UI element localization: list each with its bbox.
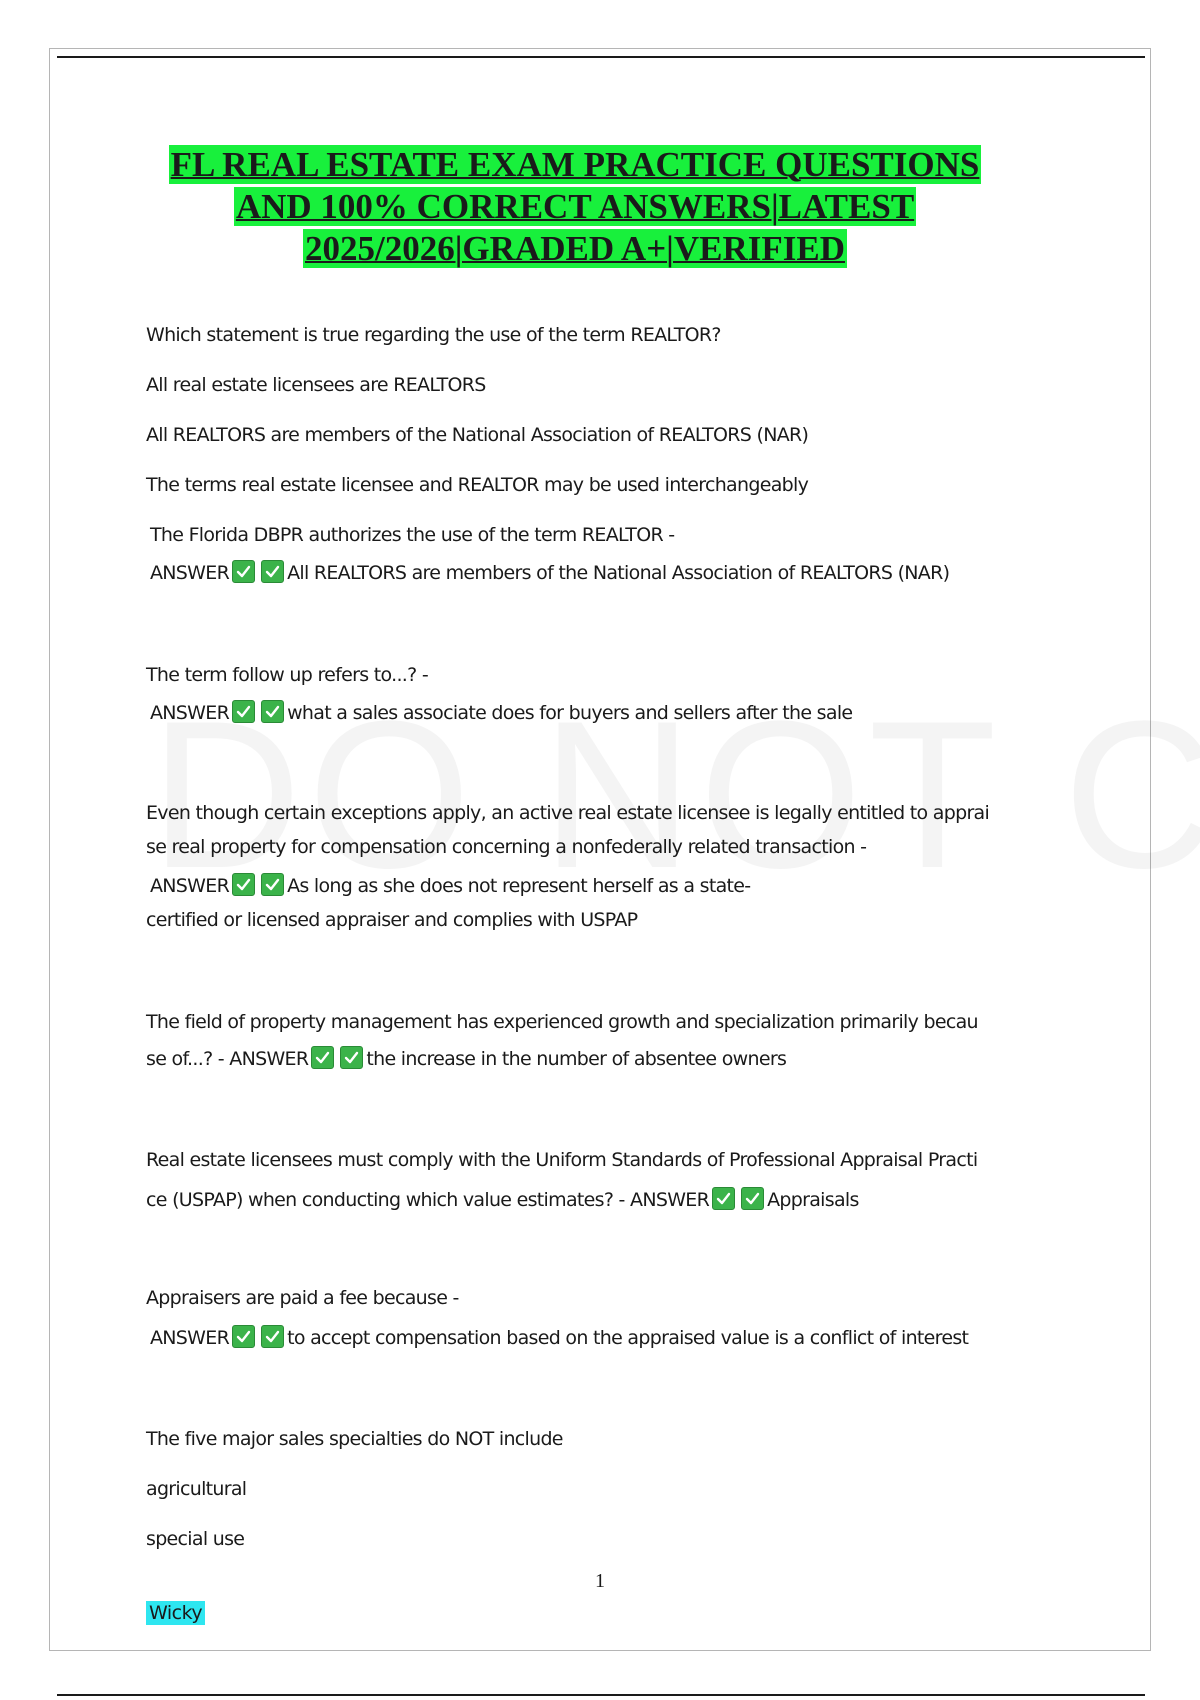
check-mark-icon <box>261 1325 284 1348</box>
check-mark-icon <box>232 700 255 723</box>
check-mark-icon <box>261 873 284 896</box>
answer-prefix: ANSWER <box>150 702 230 724</box>
q4-answer: the increase in the number of absentee owners <box>366 1048 787 1070</box>
check-mark-icon <box>232 873 255 896</box>
q2-answer-line <box>150 700 852 724</box>
q7-option-2: special use <box>146 1528 245 1550</box>
q5-question-line-1: Real estate licensees must comply with the Uniform Standards of Professional Appraisal Practi <box>146 1149 978 1171</box>
title-line-2: AND 100% CORRECT ANSWERS|LATEST <box>235 187 915 226</box>
q1-answer: All REALTORS are members of the National Association of REALTORS (NAR) <box>287 562 950 584</box>
check-mark-icon <box>741 1187 764 1210</box>
title-line-3: 2025/2026|GRADED A+|VERIFIED <box>305 229 845 268</box>
answer-prefix: ANSWER <box>150 875 230 897</box>
q5-question-line-2 <box>146 1187 859 1211</box>
bottom-rule <box>57 1694 1145 1696</box>
q7-option-1: agricultural <box>146 1478 247 1500</box>
q1-question: Which statement is true regarding the use of the term REALTOR? <box>146 324 721 346</box>
check-mark-icon <box>340 1046 363 1069</box>
page-number: 1 <box>595 1570 605 1592</box>
q1-option-2: All REALTORS are members of the National Association of REALTORS (NAR) <box>146 424 809 446</box>
q3-question-line-1: Even though certain exceptions apply, an active real estate licensee is legally entitled to apprai <box>146 802 990 824</box>
q3-answer-line-1: As long as she does not represent herself as a state- <box>287 875 751 897</box>
title-line-1: FL REAL ESTATE EXAM PRACTICE QUESTIONS <box>170 145 980 184</box>
check-mark-icon <box>261 700 284 723</box>
document-title <box>140 144 1010 270</box>
q6-answer: to accept compensation based on the appraised value is a conflict of interest <box>287 1327 969 1349</box>
check-mark-icon <box>232 1325 255 1348</box>
q4-question-line-2-text: se of...? - ANSWER <box>146 1048 309 1070</box>
q3-answer-line <box>150 873 750 897</box>
check-mark-icon <box>261 560 284 583</box>
answer-prefix: ANSWER <box>150 1327 230 1349</box>
check-mark-icon <box>311 1046 334 1069</box>
q3-question-line-2: se real property for compensation concerning a nonfederally related transaction - <box>146 836 867 858</box>
q7-question: The five major sales specialties do NOT include <box>146 1428 563 1450</box>
check-mark-icon <box>232 560 255 583</box>
q4-question-line-1: The field of property management has experienced growth and specialization primarily becau <box>146 1011 978 1033</box>
q5-question-line-2-text: ce (USPAP) when conducting which value estimates? - ANSWER <box>146 1189 710 1211</box>
q1-option-3: The terms real estate licensee and REALTOR may be used interchangeably <box>146 474 809 496</box>
q1-answer-line <box>150 560 949 584</box>
top-rule <box>57 56 1145 58</box>
q6-question: Appraisers are paid a fee because - <box>146 1287 459 1309</box>
q1-option-1: All real estate licensees are REALTORS <box>146 374 486 396</box>
q2-question: The term follow up refers to...? - <box>146 664 429 686</box>
q2-answer: what a sales associate does for buyers and sellers after the sale <box>287 702 853 724</box>
author-tag: Wicky <box>146 1601 205 1625</box>
q3-answer-line-2: certified or licensed appraiser and complies with USPAP <box>146 909 638 931</box>
q4-question-line-2 <box>146 1046 786 1070</box>
check-mark-icon <box>712 1187 735 1210</box>
q5-answer: Appraisals <box>767 1189 859 1211</box>
answer-prefix: ANSWER <box>150 562 230 584</box>
q6-answer-line <box>150 1325 968 1349</box>
q1-option-4: The Florida DBPR authorizes the use of the term REALTOR - <box>150 524 675 546</box>
